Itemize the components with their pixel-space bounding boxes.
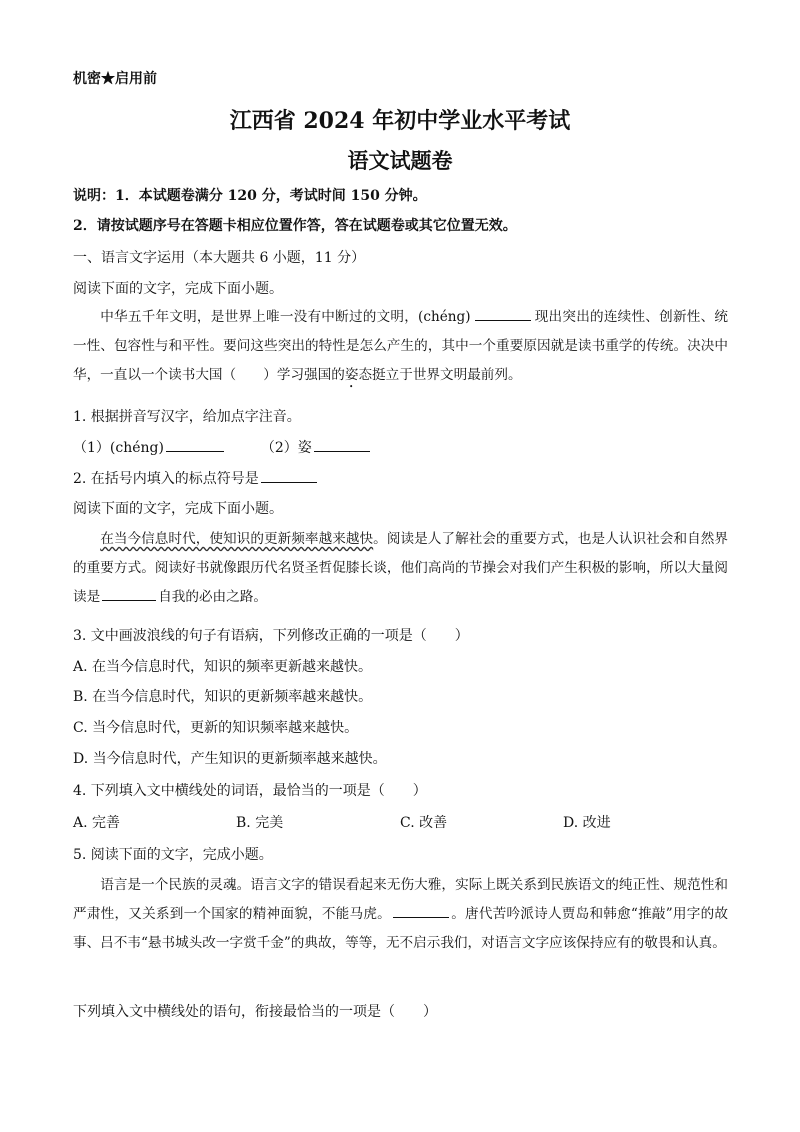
q4-option-c[interactable]: C. 改善 <box>400 815 448 831</box>
passage-1 <box>73 303 728 391</box>
question-1-stem: 1. 根据拼音写汉字，给加点字注音。 <box>73 409 301 425</box>
wavy-underlined-sentence: 在当今信息时代，使知识的更新频率越来越快 <box>100 531 374 547</box>
q2-blank[interactable] <box>261 468 317 483</box>
passage-3-text-a: 语言是一个民族的灵魂。语言文字的错误看起来无伤大雅，实际上既关系到民族语文的纯正性、规范性和严肃性，又关系到一个国家的精神面貌，不能马虎。 <box>73 877 728 922</box>
q4-option-b[interactable]: B. 完美 <box>236 815 284 831</box>
passage-1-text-b: 现出突出的连续性、创新性、统一性、包容性与和平性。要问这些突出的特性是怎么产生的，其中一个重要原因就是读书重学的传统。决决中华，一直以一个读书大国（ ）学习强国的 <box>73 309 728 383</box>
q4-option-d[interactable]: D. 改进 <box>563 815 611 831</box>
exam-title: 江西省 2024 年初中学业水平考试 <box>229 108 571 134</box>
pinyin-blank[interactable] <box>475 306 531 321</box>
question-1-answers <box>73 437 370 457</box>
q1-part-2-blank[interactable] <box>314 437 370 452</box>
q1-part-2-label: （2）姿 <box>260 440 312 456</box>
q3-option-a[interactable]: A. 在当今信息时代，知识的频率更新越来越快。 <box>73 659 373 675</box>
q1-part-1-label: （1）(chéng) <box>73 440 164 456</box>
question-4-stem: 4. 下列填入文中横线处的词语，最恰当的一项是（ ） <box>73 783 427 799</box>
passage-3 <box>73 871 728 958</box>
reading-intro-1: 阅读下面的文字，完成下面小题。 <box>73 281 283 297</box>
q3-option-d[interactable]: D. 当今信息时代，产生知识的更新频率越来越快。 <box>73 751 387 767</box>
passage-3-blank[interactable] <box>393 903 449 918</box>
paper-subtitle: 语文试题卷 <box>347 148 453 173</box>
passage-1-text-c: 态挺立于世界文明最前列。 <box>358 367 522 383</box>
passage-2-text-a: 。阅读是人了解社会的重要方式，也是人认识社会和自然界的重要方式。阅读好书就像跟历代名贤圣哲促膝长谈，他们高尚的节操会对我们产生积极的影响，所以大量阅读是 <box>73 531 728 605</box>
instruction-line-1: 说明：1．本试题卷满分 120 分，考试时间 150 分钟。 <box>73 188 427 204</box>
confidential-label: 机密★启用前 <box>73 71 157 87</box>
passage-1-text-a: 中华五千年文明，是世界上唯一没有中断过的文明，(chéng) <box>100 309 471 325</box>
passage-2 <box>73 525 728 612</box>
passage-3-text-b: 。唐代苦吟派诗人贾岛和韩愈“推敲”用字的故事、吕不韦“悬书城头改一字赏千金”的典故，等等，无不启示我们，对语言文字应该保持应有的敬畏和认真。 <box>73 906 728 951</box>
passage-2-text-b: 自我的必由之路。 <box>158 589 267 605</box>
q1-part-1-blank[interactable] <box>166 437 224 452</box>
question-2-stem: 2. 在括号内填入的标点符号是 <box>73 471 259 487</box>
question-2 <box>73 468 317 488</box>
q4-option-a[interactable]: A. 完善 <box>73 815 121 831</box>
q3-option-c[interactable]: C. 当今信息时代，更新的知识频率越来越快。 <box>73 720 359 736</box>
reading-intro-2: 阅读下面的文字，完成下面小题。 <box>73 501 283 517</box>
question-3-stem: 3. 文中画波浪线的句子有语病，下列修改正确的一项是（ ） <box>73 628 469 644</box>
passage-2-blank[interactable] <box>102 586 156 601</box>
question-5-ask: 下列填入文中横线处的语句，衔接最恰当的一项是（ ） <box>73 1004 437 1020</box>
question-5-stem: 5. 阅读下面的文字，完成小题。 <box>73 847 273 863</box>
instruction-line-2: 2．请按试题序号在答题卡相应位置作答，答在试题卷或其它位置无效。 <box>73 218 517 234</box>
dotted-character: 姿 <box>344 367 359 383</box>
section-heading: 一、语言文字运用（本大题共 6 小题，11 分） <box>73 250 366 266</box>
q3-option-b[interactable]: B. 在当今信息时代，知识的更新频率越来越快。 <box>73 689 373 705</box>
